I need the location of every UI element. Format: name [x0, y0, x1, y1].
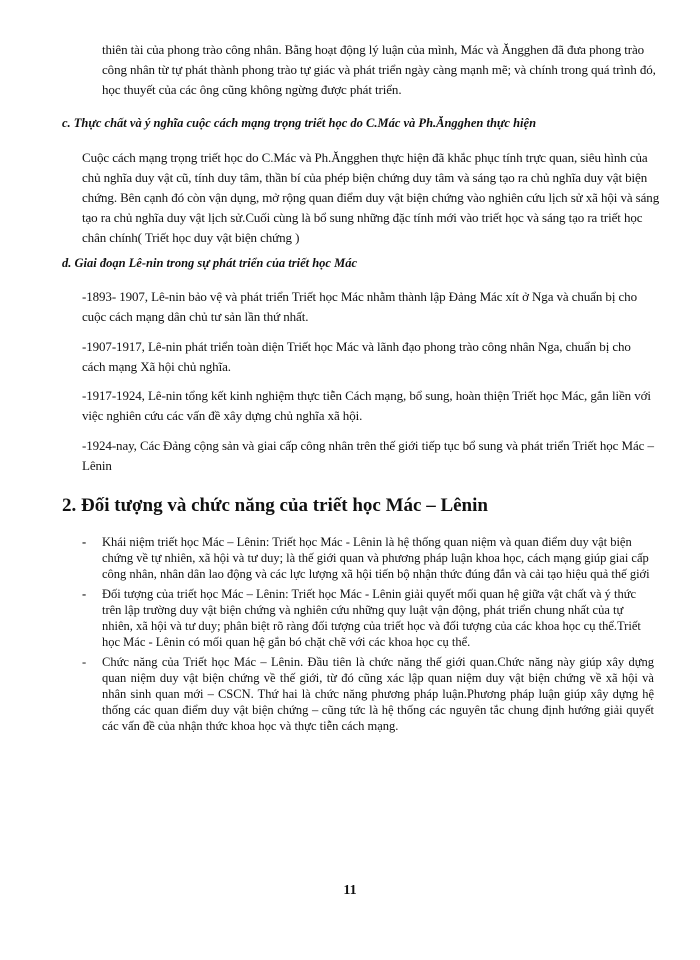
- bullet-marker: -: [82, 535, 87, 549]
- intro-paragraph: thiên tài của phong trào công nhân. Bằng hoạt động lý luận của mình, Mác và Ăngghen đã đưa phong trào công nhân từ tự phát thành phong trào tự giác và phát triển ngày càng mạnh mẽ; và chính trong quá trình đó, học thuyết của các ông cũng không ngừng được phát triển.: [102, 42, 656, 97]
- bullet-marker: -: [82, 655, 87, 669]
- period-paragraph: -1924-nay, Các Đảng cộng sản và giai cấp công nhân trên thế giới tiếp tục bổ sung và phát triển Triết học Mác – Lênin: [82, 438, 654, 473]
- list-item: [82, 586, 654, 650]
- section-d-heading: d. Giai đoạn Lê-nin trong sự phát triển của triết học Mác: [62, 256, 358, 270]
- bullet-list: [82, 534, 654, 738]
- section-c-paragraph: Cuộc cách mạng trọng triết học do C.Mác và Ph.Ăngghen thực hiện đã khắc phục tính trực quan, siêu hình của chủ nghĩa duy vật cũ, tính duy tâm, thần bí của phép biện chứng duy tâm và sáng tạo ra chủ nghĩa duy vật biện chứng. Bên cạnh đó còn vận dụng, mở rộng quan điểm duy vật biện chứng vào nghiên cứu lịch sử xã hội và sáng tạo ra chủ nghĩa duy vật lịch sử.Cuối cùng là bổ sung những đặc tính mới vào triết học và sáng tạo ra triết học chân chính( Triết học duy vật biện chứng ): [82, 150, 660, 245]
- list-item: [82, 654, 654, 734]
- period-paragraph: -1917-1924, Lê-nin tổng kết kinh nghiệm thực tiễn Cách mạng, bổ sung, hoàn thiện Triết học Mác, gắn liền với việc nghiên cứu các vấn đề xây dựng chủ nghĩa xã hội.: [82, 388, 651, 423]
- bullet-text: Đối tượng của triết học Mác – Lênin: Triết học Mác - Lênin giải quyết mối quan hệ giữa vật chất và ý thức trên lập trường duy vật biện chứng và nghiên cứu những quy luật vận động, phát triển chung nhất của tự nhiên, xã hội và tư duy; phân biệt rõ ràng đối tượng của triết học và đối tượng của các khoa học cụ thể.Triết học Mác - Lênin có mối quan hệ gắn bó chặt chẽ với các khoa học cụ thể.: [102, 587, 641, 649]
- page-number: 11: [343, 883, 357, 898]
- section-c-heading: c. Thực chất và ý nghĩa cuộc cách mạng trọng triết học do C.Mác và Ph.Ăngghen thực hiện: [62, 116, 537, 130]
- bullet-text: Khái niệm triết học Mác – Lênin: Triết học Mác - Lênin là hệ thống quan niệm và quan điểm duy vật biện chứng về tự nhiên, xã hội và tư duy; là thế giới quan và phương pháp luận khoa học, cách mạng giúp giai cấp công nhân, nhân dân lao động và các lực lượng xã hội tiến bộ nhận thức đúng đắn và cải tạo hiệu quả thế giới: [102, 535, 650, 581]
- period-paragraph: -1907-1917, Lê-nin phát triển toàn diện Triết học Mác và lãnh đạo phong trào công nhân Nga, chuẩn bị cho cách mạng Xã hội chủ nghĩa.: [82, 339, 631, 374]
- list-item: [82, 534, 654, 582]
- bullet-text: Chức năng của Triết học Mác – Lênin. Đầu tiên là chức năng thế giới quan.Chức năng này giúp xây dựng quan niệm duy vật biện chứng về thế giới, từ đó cũng xác lập quan niệm duy vật biện chứng về xã hội và nhân sinh quan mới – CSCN. Thứ hai là chức năng phương pháp luận.Phương pháp luận giúp xây dựng hệ thống các quan điểm duy vật biện chứng – cũng tức là hệ thống các nguyên tắc chung định hướng giải quyết các vấn đề của nhận thức khoa học và thực tiễn cách mạng.: [102, 655, 654, 733]
- section-2-heading: 2. Đối tượng và chức năng của triết học Mác – Lênin: [62, 495, 488, 516]
- period-paragraph: -1893- 1907, Lê-nin bảo vệ và phát triển Triết học Mác nhằm thành lập Đảng Mác xít ở Nga và chuẩn bị cho cuộc cách mạng dân chủ tư sản lần thứ nhất.: [82, 289, 637, 324]
- bullet-marker: -: [82, 587, 87, 601]
